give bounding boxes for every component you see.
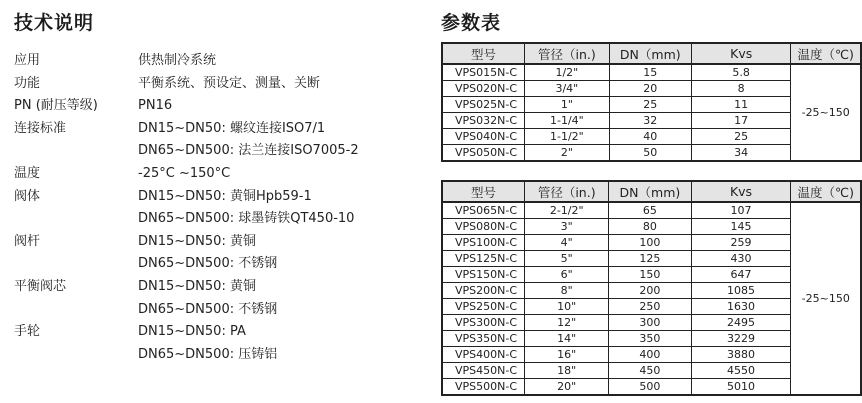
kvs-cell: 259 [691, 235, 791, 251]
table-row [442, 202, 861, 219]
spec-value: DN15~DN50: 黄铜Hpb59-1 [138, 188, 312, 204]
dn-cell: 50 [609, 145, 691, 162]
dn-cell: 150 [609, 267, 691, 283]
spec-row [14, 299, 359, 322]
table-header-row [442, 181, 861, 202]
model-cell: VPS015N-C [442, 64, 525, 81]
table-header-row [442, 43, 861, 64]
kvs-cell: 34 [691, 145, 790, 162]
param-table-large [441, 180, 862, 396]
spec-value: DN65~DN500: 不锈钢 [138, 256, 278, 272]
param-table-small [441, 42, 862, 162]
column-header: 温度（℃) [791, 181, 861, 202]
model-cell: VPS100N-C [442, 235, 525, 251]
pipe-size-cell: 18" [525, 363, 609, 379]
spec-label: 手轮 [14, 324, 41, 340]
model-cell: VPS250N-C [442, 299, 525, 315]
dn-cell: 40 [609, 129, 691, 145]
dn-cell: 20 [609, 81, 691, 97]
model-cell: VPS025N-C [442, 97, 525, 113]
kvs-cell: 8 [691, 81, 790, 97]
pipe-size-cell: 2-1/2" [525, 202, 609, 219]
spec-row [14, 344, 359, 367]
spec-row [14, 95, 359, 118]
model-cell: VPS500N-C [442, 379, 525, 396]
column-header: DN（mm) [609, 43, 691, 64]
model-cell: VPS032N-C [442, 113, 525, 129]
dn-cell: 125 [609, 251, 691, 267]
model-cell: VPS150N-C [442, 267, 525, 283]
spec-row [14, 208, 359, 231]
dn-cell: 350 [609, 331, 691, 347]
model-cell: VPS300N-C [442, 315, 525, 331]
spec-label [14, 253, 138, 276]
spec-value: DN15~DN50: 黄铜 [138, 233, 256, 249]
dn-cell: 200 [609, 283, 691, 299]
kvs-cell: 3880 [691, 347, 791, 363]
kvs-cell: 107 [691, 202, 791, 219]
model-cell: VPS350N-C [442, 331, 525, 347]
table-row [442, 64, 861, 81]
dn-cell: 300 [609, 315, 691, 331]
pipe-size-cell: 14" [525, 331, 609, 347]
pipe-size-cell: 5" [525, 251, 609, 267]
model-cell: VPS200N-C [442, 283, 525, 299]
column-header: 型号 [442, 181, 525, 202]
spec-row [14, 140, 359, 163]
kvs-cell: 145 [691, 219, 791, 235]
spec-label: 阀杆 [14, 233, 41, 249]
pipe-size-cell: 1-1/2" [525, 129, 609, 145]
model-cell: VPS080N-C [442, 219, 525, 235]
model-cell: VPS400N-C [442, 347, 525, 363]
spec-row [14, 73, 359, 96]
column-header: 管径（in.) [525, 43, 609, 64]
spec-value: -25°C ~150°C [138, 165, 231, 181]
kvs-cell: 4550 [691, 363, 791, 379]
dn-cell: 450 [609, 363, 691, 379]
spec-value: DN65~DN500: 不锈钢 [138, 301, 278, 317]
column-header: 温度（℃) [791, 43, 861, 64]
kvs-cell: 1630 [691, 299, 791, 315]
dn-cell: 100 [609, 235, 691, 251]
spec-row [14, 231, 359, 254]
spec-row [14, 186, 359, 209]
spec-row [14, 276, 359, 299]
model-cell: VPS125N-C [442, 251, 525, 267]
pipe-size-cell: 3" [525, 219, 609, 235]
pipe-size-cell: 12" [525, 315, 609, 331]
spec-value: DN65~DN500: 球墨铸铁QT450-10 [138, 211, 355, 227]
column-header: Kvs [691, 181, 791, 202]
spec-value: PN16 [138, 98, 173, 114]
spec-value: 供热制冷系统 [138, 53, 217, 68]
temperature-cell: -25~150 [791, 202, 861, 395]
tech-spec-title: 技术说明 [14, 12, 95, 34]
column-header: 型号 [442, 43, 525, 64]
spec-value: 平衡系统、预设定、测量、关断 [138, 75, 321, 91]
param-table-title: 参数表 [441, 12, 502, 34]
model-cell: VPS040N-C [442, 129, 525, 145]
spec-row [14, 50, 359, 73]
kvs-cell: 25 [691, 129, 790, 145]
column-header: DN（mm) [609, 181, 691, 202]
spec-row [14, 163, 359, 186]
spec-label: 温度 [14, 165, 41, 181]
temperature-cell: -25~150 [791, 64, 861, 161]
spec-label [14, 344, 138, 367]
dn-cell: 65 [609, 202, 691, 219]
pipe-size-cell: 2" [525, 145, 609, 162]
pipe-size-cell: 1/2" [525, 64, 609, 81]
pipe-size-cell: 16" [525, 347, 609, 363]
pipe-size-cell: 3/4" [525, 81, 609, 97]
pipe-size-cell: 10" [525, 299, 609, 315]
pipe-size-cell: 6" [525, 267, 609, 283]
spec-value: DN15~DN50: 螺纹连接ISO7/1 [138, 120, 326, 136]
kvs-cell: 1085 [691, 283, 791, 299]
dn-cell: 80 [609, 219, 691, 235]
spec-label: 应用 [14, 53, 41, 68]
spec-value: DN15~DN50: 黄铜 [138, 278, 256, 294]
spec-label: PN (耐压等级) [14, 98, 98, 114]
spec-label: 连接标准 [14, 120, 67, 136]
pipe-size-cell: 4" [525, 235, 609, 251]
pipe-size-cell: 8" [525, 283, 609, 299]
kvs-cell: 17 [691, 113, 790, 129]
dn-cell: 32 [609, 113, 691, 129]
dn-cell: 500 [609, 379, 691, 396]
kvs-cell: 5010 [691, 379, 791, 396]
dn-cell: 400 [609, 347, 691, 363]
pipe-size-cell: 1" [525, 97, 609, 113]
kvs-cell: 11 [691, 97, 790, 113]
spec-label [14, 208, 138, 231]
spec-label [14, 140, 138, 163]
kvs-cell: 5.8 [691, 64, 790, 81]
spec-label: 功能 [14, 75, 41, 91]
spec-label [14, 299, 138, 322]
spec-value: DN65~DN500: 法兰连接ISO7005-2 [138, 143, 359, 159]
dn-cell: 25 [609, 97, 691, 113]
dn-cell: 15 [609, 64, 691, 81]
pipe-size-cell: 1-1/4" [525, 113, 609, 129]
spec-row [14, 253, 359, 276]
spec-value: DN15~DN50: PA [138, 324, 246, 340]
kvs-cell: 3229 [691, 331, 791, 347]
spec-label: 阀体 [14, 188, 41, 204]
spec-row [14, 321, 359, 344]
kvs-cell: 2495 [691, 315, 791, 331]
dn-cell: 250 [609, 299, 691, 315]
kvs-cell: 647 [691, 267, 791, 283]
kvs-cell: 430 [691, 251, 791, 267]
model-cell: VPS050N-C [442, 145, 525, 162]
pipe-size-cell: 20" [525, 379, 609, 396]
column-header: Kvs [691, 43, 790, 64]
spec-value: DN65~DN500: 压铸铝 [138, 346, 278, 362]
column-header: 管径（in.) [525, 181, 609, 202]
spec-label: 平衡阀芯 [14, 278, 67, 294]
model-cell: VPS450N-C [442, 363, 525, 379]
spec-list [14, 50, 359, 366]
model-cell: VPS020N-C [442, 81, 525, 97]
spec-row [14, 118, 359, 141]
model-cell: VPS065N-C [442, 202, 525, 219]
